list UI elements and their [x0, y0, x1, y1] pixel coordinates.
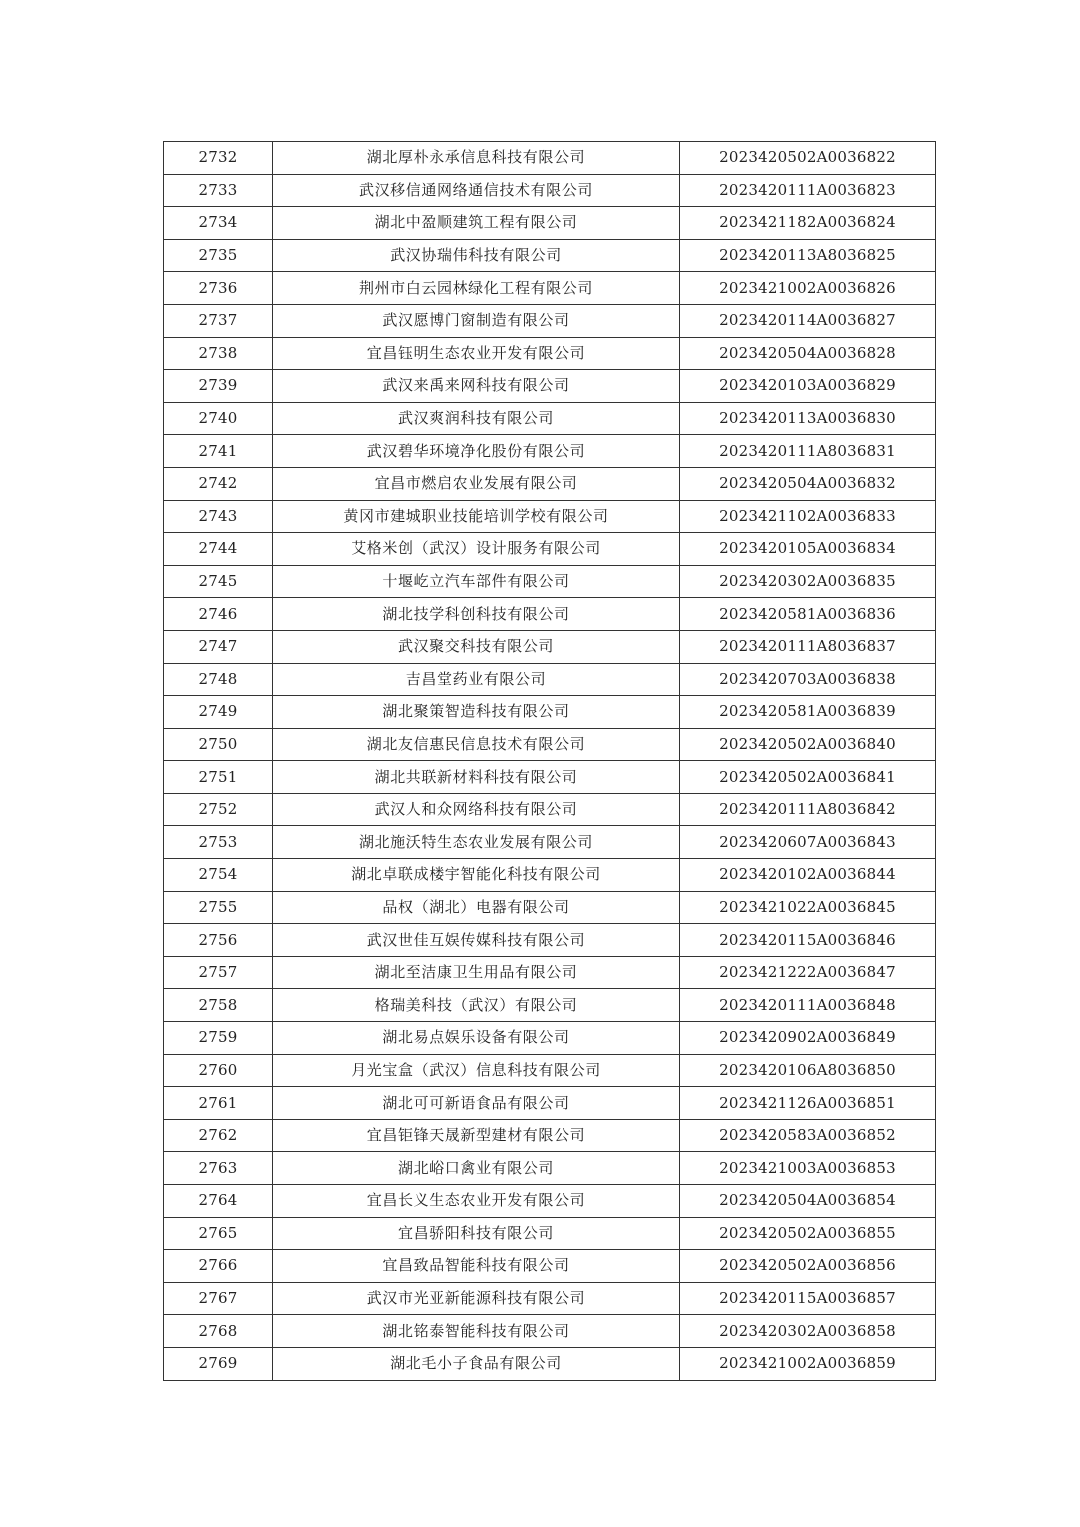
- row-number-cell: 2751: [164, 761, 273, 794]
- company-name-cell: 艾格米创（武汉）设计服务有限公司: [273, 533, 680, 566]
- table-row: [164, 728, 936, 761]
- row-number-cell: 2741: [164, 435, 273, 468]
- registration-code-cell: 2023420111A0036823: [680, 174, 936, 207]
- table-row: [164, 924, 936, 957]
- company-name-cell: 湖北峪口禽业有限公司: [273, 1152, 680, 1185]
- company-name-cell: 武汉人和众网络科技有限公司: [273, 793, 680, 826]
- table-row: [164, 174, 936, 207]
- registration-code-cell: 2023420103A0036829: [680, 370, 936, 403]
- company-name-cell: 宜昌市燃启农业发展有限公司: [273, 467, 680, 500]
- registration-code-cell: 2023420115A0036857: [680, 1282, 936, 1315]
- table-row: [164, 1282, 936, 1315]
- registration-code-cell: 2023421003A0036853: [680, 1152, 936, 1185]
- table-row: [164, 793, 936, 826]
- row-number-cell: 2737: [164, 304, 273, 337]
- registration-code-cell: 2023421126A0036851: [680, 1087, 936, 1120]
- company-name-cell: 宜昌长义生态农业开发有限公司: [273, 1185, 680, 1218]
- table-row: [164, 370, 936, 403]
- company-name-cell: 湖北可可新语食品有限公司: [273, 1087, 680, 1120]
- table-row: [164, 1347, 936, 1380]
- company-name-cell: 湖北铭泰智能科技有限公司: [273, 1315, 680, 1348]
- company-name-cell: 宜昌骄阳科技有限公司: [273, 1217, 680, 1250]
- company-name-cell: 湖北共联新材料科技有限公司: [273, 761, 680, 794]
- row-number-cell: 2734: [164, 207, 273, 240]
- company-name-cell: 武汉协瑞伟科技有限公司: [273, 239, 680, 272]
- table-row: [164, 533, 936, 566]
- company-name-cell: 武汉来禹来网科技有限公司: [273, 370, 680, 403]
- row-number-cell: 2756: [164, 924, 273, 957]
- table-row: [164, 989, 936, 1022]
- registration-code-cell: 2023421102A0036833: [680, 500, 936, 533]
- company-name-cell: 武汉愿博门窗制造有限公司: [273, 304, 680, 337]
- row-number-cell: 2732: [164, 142, 273, 175]
- registration-code-cell: 2023420902A0036849: [680, 1022, 936, 1055]
- company-name-cell: 武汉碧华环境净化股份有限公司: [273, 435, 680, 468]
- registration-code-cell: 2023420111A0036848: [680, 989, 936, 1022]
- company-name-cell: 湖北厚朴永承信息科技有限公司: [273, 142, 680, 175]
- registration-code-cell: 2023420114A0036827: [680, 304, 936, 337]
- table-row: [164, 956, 936, 989]
- company-name-cell: 武汉移信通网络通信技术有限公司: [273, 174, 680, 207]
- table-row: [164, 467, 936, 500]
- row-number-cell: 2748: [164, 663, 273, 696]
- table-row: [164, 500, 936, 533]
- company-name-cell: 荆州市白云园林绿化工程有限公司: [273, 272, 680, 305]
- row-number-cell: 2769: [164, 1347, 273, 1380]
- table-row: [164, 142, 936, 175]
- table-row: [164, 1217, 936, 1250]
- table-row: [164, 304, 936, 337]
- row-number-cell: 2738: [164, 337, 273, 370]
- registration-code-cell: 2023420111A8036831: [680, 435, 936, 468]
- company-name-cell: 湖北友信惠民信息技术有限公司: [273, 728, 680, 761]
- row-number-cell: 2752: [164, 793, 273, 826]
- company-registry-table: [163, 141, 936, 1381]
- row-number-cell: 2740: [164, 402, 273, 435]
- registration-code-cell: 2023420504A0036854: [680, 1185, 936, 1218]
- table-row: [164, 239, 936, 272]
- company-name-cell: 湖北施沃特生态农业发展有限公司: [273, 826, 680, 859]
- row-number-cell: 2764: [164, 1185, 273, 1218]
- row-number-cell: 2767: [164, 1282, 273, 1315]
- registration-code-cell: 2023420111A8036842: [680, 793, 936, 826]
- registration-code-cell: 2023420607A0036843: [680, 826, 936, 859]
- registration-code-cell: 2023420113A0036830: [680, 402, 936, 435]
- company-name-cell: 武汉聚交科技有限公司: [273, 630, 680, 663]
- row-number-cell: 2742: [164, 467, 273, 500]
- registration-code-cell: 2023421002A0036859: [680, 1347, 936, 1380]
- company-name-cell: 十堰屹立汽车部件有限公司: [273, 565, 680, 598]
- registration-code-cell: 2023420502A0036840: [680, 728, 936, 761]
- table-row: [164, 207, 936, 240]
- registration-code-cell: 2023421222A0036847: [680, 956, 936, 989]
- company-name-cell: 湖北易点娱乐设备有限公司: [273, 1022, 680, 1055]
- table-row: [164, 891, 936, 924]
- table-row: [164, 663, 936, 696]
- company-name-cell: 月光宝盒（武汉）信息科技有限公司: [273, 1054, 680, 1087]
- row-number-cell: 2762: [164, 1119, 273, 1152]
- table-row: [164, 598, 936, 631]
- row-number-cell: 2735: [164, 239, 273, 272]
- registration-code-cell: 2023420502A0036822: [680, 142, 936, 175]
- row-number-cell: 2739: [164, 370, 273, 403]
- company-name-cell: 湖北技学科创科技有限公司: [273, 598, 680, 631]
- company-name-cell: 湖北卓联成楼宇智能化科技有限公司: [273, 859, 680, 892]
- row-number-cell: 2755: [164, 891, 273, 924]
- row-number-cell: 2733: [164, 174, 273, 207]
- table-row: [164, 1185, 936, 1218]
- table-row: [164, 272, 936, 305]
- company-name-cell: 格瑞美科技（武汉）有限公司: [273, 989, 680, 1022]
- row-number-cell: 2754: [164, 859, 273, 892]
- row-number-cell: 2750: [164, 728, 273, 761]
- company-name-cell: 武汉爽润科技有限公司: [273, 402, 680, 435]
- table-row: [164, 1250, 936, 1283]
- registration-code-cell: 2023420102A0036844: [680, 859, 936, 892]
- company-name-cell: 黄冈市建城职业技能培训学校有限公司: [273, 500, 680, 533]
- registration-code-cell: 2023420302A0036858: [680, 1315, 936, 1348]
- company-name-cell: 武汉世佳互娱传媒科技有限公司: [273, 924, 680, 957]
- registration-code-cell: 2023420106A8036850: [680, 1054, 936, 1087]
- company-name-cell: 吉昌堂药业有限公司: [273, 663, 680, 696]
- row-number-cell: 2736: [164, 272, 273, 305]
- row-number-cell: 2766: [164, 1250, 273, 1283]
- table-row: [164, 1022, 936, 1055]
- registry-table-body: [164, 142, 936, 1381]
- row-number-cell: 2745: [164, 565, 273, 598]
- table-row: [164, 1315, 936, 1348]
- company-name-cell: 宜昌钜锋天晟新型建材有限公司: [273, 1119, 680, 1152]
- company-name-cell: 宜昌钰明生态农业开发有限公司: [273, 337, 680, 370]
- row-number-cell: 2759: [164, 1022, 273, 1055]
- registration-code-cell: 2023421182A0036824: [680, 207, 936, 240]
- registration-code-cell: 2023421002A0036826: [680, 272, 936, 305]
- row-number-cell: 2749: [164, 696, 273, 729]
- row-number-cell: 2760: [164, 1054, 273, 1087]
- company-name-cell: 湖北毛小子食品有限公司: [273, 1347, 680, 1380]
- registration-code-cell: 2023421022A0036845: [680, 891, 936, 924]
- company-name-cell: 湖北中盈顺建筑工程有限公司: [273, 207, 680, 240]
- table-row: [164, 696, 936, 729]
- company-name-cell: 武汉市光亚新能源科技有限公司: [273, 1282, 680, 1315]
- registration-code-cell: 2023420502A0036841: [680, 761, 936, 794]
- company-name-cell: 湖北聚策智造科技有限公司: [273, 696, 680, 729]
- row-number-cell: 2757: [164, 956, 273, 989]
- row-number-cell: 2768: [164, 1315, 273, 1348]
- table-row: [164, 435, 936, 468]
- table-row: [164, 1119, 936, 1152]
- registration-code-cell: 2023420583A0036852: [680, 1119, 936, 1152]
- registration-code-cell: 2023420502A0036856: [680, 1250, 936, 1283]
- registration-code-cell: 2023420581A0036839: [680, 696, 936, 729]
- table-row: [164, 1087, 936, 1120]
- row-number-cell: 2765: [164, 1217, 273, 1250]
- registration-code-cell: 2023420504A0036828: [680, 337, 936, 370]
- registration-code-cell: 2023420502A0036855: [680, 1217, 936, 1250]
- table-row: [164, 402, 936, 435]
- registration-code-cell: 2023420113A8036825: [680, 239, 936, 272]
- table-row: [164, 1152, 936, 1185]
- company-name-cell: 宜昌致品智能科技有限公司: [273, 1250, 680, 1283]
- row-number-cell: 2747: [164, 630, 273, 663]
- table-row: [164, 826, 936, 859]
- table-row: [164, 630, 936, 663]
- row-number-cell: 2761: [164, 1087, 273, 1120]
- registration-code-cell: 2023420111A8036837: [680, 630, 936, 663]
- table-row: [164, 1054, 936, 1087]
- row-number-cell: 2746: [164, 598, 273, 631]
- registration-code-cell: 2023420581A0036836: [680, 598, 936, 631]
- company-name-cell: 湖北至洁康卫生用品有限公司: [273, 956, 680, 989]
- registration-code-cell: 2023420105A0036834: [680, 533, 936, 566]
- table-row: [164, 337, 936, 370]
- registration-code-cell: 2023420115A0036846: [680, 924, 936, 957]
- table-row: [164, 565, 936, 598]
- table-row: [164, 859, 936, 892]
- row-number-cell: 2744: [164, 533, 273, 566]
- row-number-cell: 2753: [164, 826, 273, 859]
- row-number-cell: 2758: [164, 989, 273, 1022]
- registration-code-cell: 2023420504A0036832: [680, 467, 936, 500]
- company-name-cell: 品权（湖北）电器有限公司: [273, 891, 680, 924]
- registration-code-cell: 2023420703A0036838: [680, 663, 936, 696]
- row-number-cell: 2763: [164, 1152, 273, 1185]
- table-row: [164, 761, 936, 794]
- row-number-cell: 2743: [164, 500, 273, 533]
- registration-code-cell: 2023420302A0036835: [680, 565, 936, 598]
